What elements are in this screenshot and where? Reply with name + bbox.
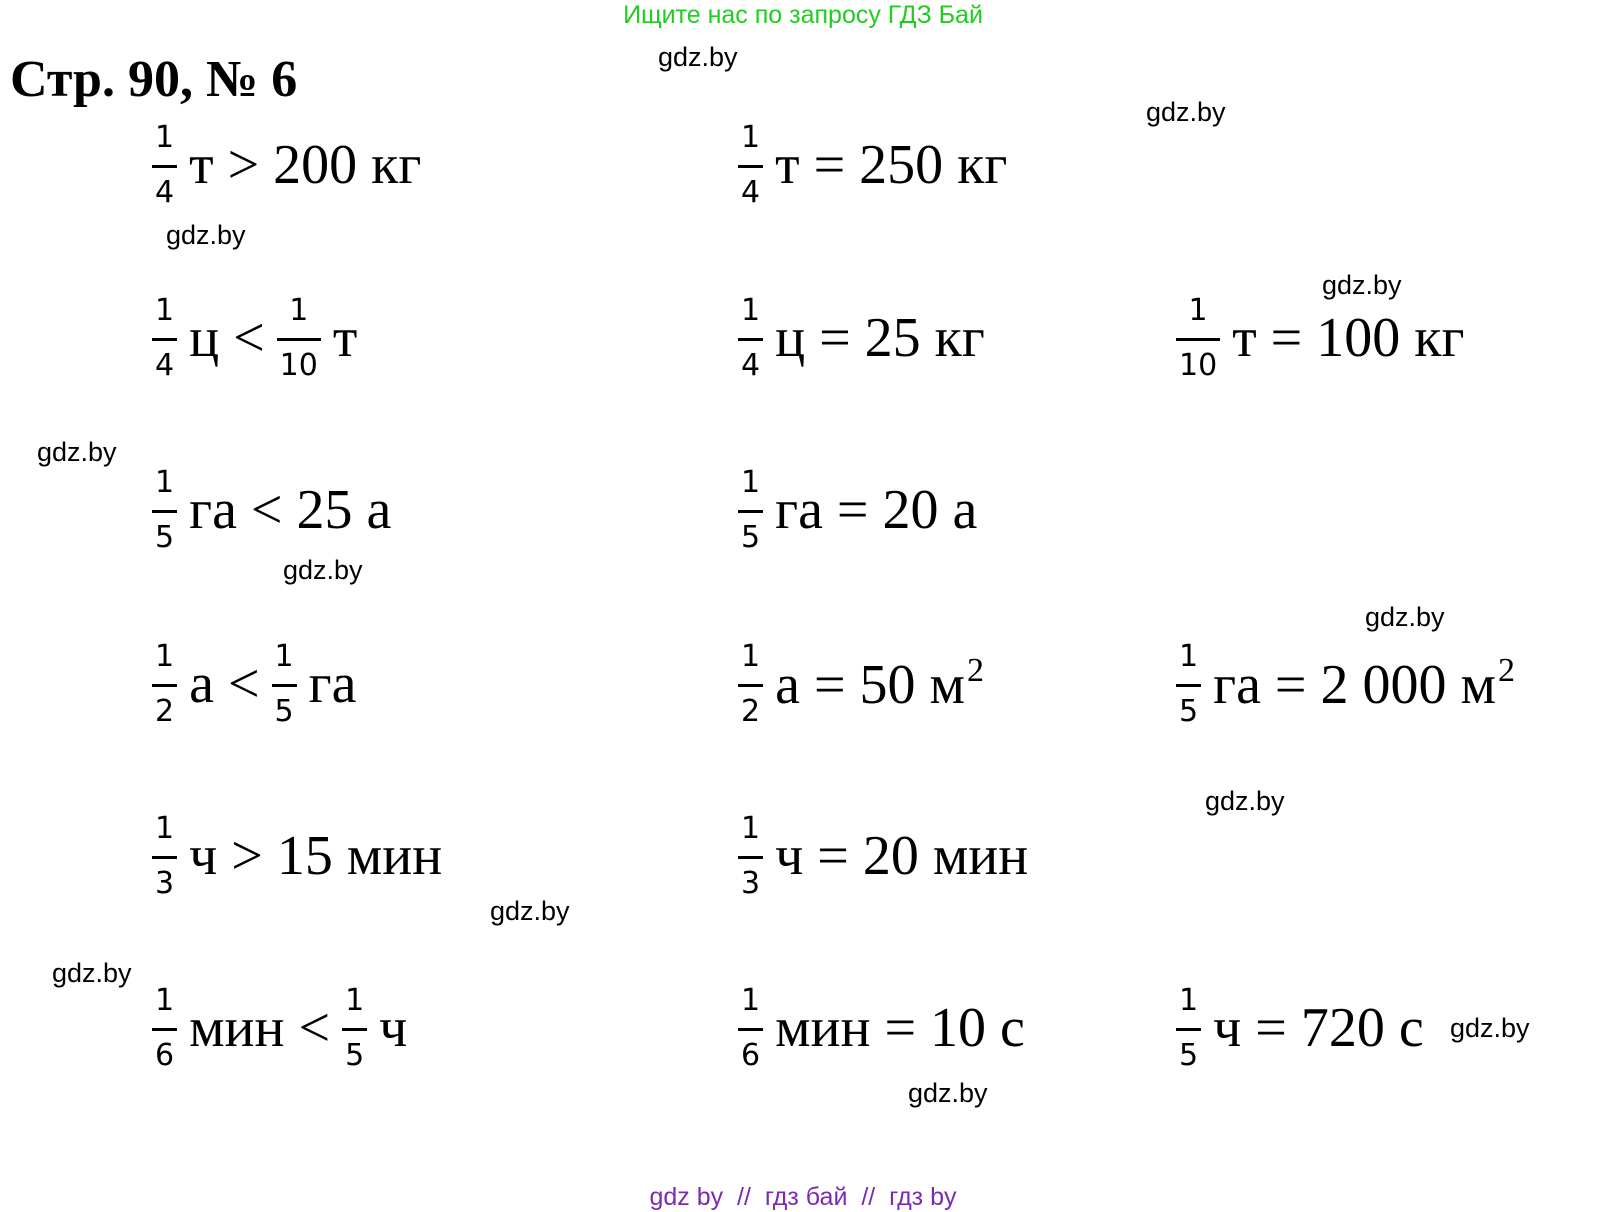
equation-text: га < 25 а	[189, 479, 392, 541]
denominator: 5	[155, 519, 175, 555]
watermark: gdz.by	[908, 1078, 988, 1108]
fraction-bar	[342, 1028, 367, 1031]
equation-main: га = 2 000 м	[1213, 653, 1496, 716]
fraction-bar	[152, 1028, 177, 1031]
equation-text: ц = 25 кг	[775, 307, 985, 369]
fraction	[1176, 640, 1201, 729]
equation-text: т	[332, 307, 358, 369]
fraction-bar	[738, 684, 763, 687]
fraction	[277, 294, 321, 383]
fraction	[738, 466, 763, 555]
footer-watermark: gdz by // гдз бай // гдз by	[649, 1183, 957, 1211]
denominator: 5	[345, 1037, 365, 1073]
watermark: gdz.by	[52, 958, 132, 988]
denominator: 4	[741, 347, 761, 383]
denominator: 2	[155, 693, 175, 729]
denominator: 4	[155, 347, 175, 383]
equation-text: а <	[189, 653, 260, 715]
denominator: 5	[1179, 693, 1199, 729]
fraction	[1176, 294, 1220, 383]
page-title: Стр. 90, № 6	[10, 51, 298, 108]
denominator: 10	[1179, 347, 1218, 383]
equation-text	[775, 652, 984, 717]
equation-r3c1	[152, 450, 391, 570]
fraction-bar	[152, 510, 177, 513]
equation-r6c3	[1176, 968, 1424, 1088]
equation-text: т = 100 кг	[1232, 307, 1465, 369]
denominator: 3	[741, 865, 761, 901]
fraction-bar	[738, 338, 763, 341]
equation-text: мин = 10 с	[775, 997, 1025, 1059]
fraction-bar	[152, 856, 177, 859]
watermark: gdz.by	[283, 555, 363, 585]
numerator: 1	[741, 464, 761, 500]
numerator: 1	[345, 982, 365, 1018]
numerator: 1	[741, 119, 761, 155]
equation-text: мин <	[189, 997, 331, 1059]
fraction-bar	[738, 1028, 763, 1031]
numerator: 1	[155, 292, 175, 328]
fraction	[152, 294, 177, 383]
equation-r6c2	[738, 968, 1025, 1088]
denominator: 5	[274, 693, 294, 729]
fraction	[1176, 984, 1201, 1073]
fraction-bar	[738, 510, 763, 513]
watermark: gdz.by	[37, 437, 117, 467]
superscript: 2	[966, 651, 984, 689]
equation-r4c2	[738, 624, 984, 744]
equation-r1c1	[152, 105, 421, 225]
fraction	[738, 121, 763, 210]
numerator: 1	[274, 638, 294, 674]
numerator: 1	[155, 982, 175, 1018]
equation-text: т = 250 кг	[775, 134, 1008, 196]
equation-text: т > 200 кг	[189, 134, 422, 196]
numerator: 1	[155, 119, 175, 155]
fraction-bar	[277, 338, 321, 341]
fraction	[152, 640, 177, 729]
watermark: gdz.by	[1450, 1013, 1530, 1043]
denominator: 10	[279, 347, 318, 383]
watermark: gdz.by	[1322, 270, 1402, 300]
denominator: 5	[741, 519, 761, 555]
fraction-bar	[152, 165, 177, 168]
numerator: 1	[741, 292, 761, 328]
numerator: 1	[155, 464, 175, 500]
watermark: gdz.by	[1146, 97, 1226, 127]
fraction	[738, 984, 763, 1073]
fraction-bar	[152, 338, 177, 341]
equation-text: га	[308, 653, 357, 715]
denominator: 4	[155, 174, 175, 210]
equation-r4c3	[1176, 624, 1515, 744]
denominator: 6	[155, 1037, 175, 1073]
watermark: gdz.by	[1205, 786, 1285, 816]
fraction	[152, 466, 177, 555]
fraction-bar	[1176, 1028, 1201, 1031]
equation-r2c2	[738, 278, 985, 398]
watermark: gdz.by	[490, 896, 570, 926]
watermark: gdz.by	[1365, 602, 1445, 632]
denominator: 4	[741, 174, 761, 210]
equation-r2c1	[152, 278, 357, 398]
numerator: 1	[741, 982, 761, 1018]
fraction	[738, 640, 763, 729]
fraction-bar	[738, 856, 763, 859]
equation-r3c2	[738, 450, 977, 570]
numerator: 1	[1179, 982, 1199, 1018]
numerator: 1	[1188, 292, 1208, 328]
numerator: 1	[289, 292, 309, 328]
equation-main: а = 50 м	[775, 653, 965, 716]
equation-r1c2	[738, 105, 1007, 225]
fraction	[152, 121, 177, 210]
fraction-bar	[1176, 338, 1220, 341]
fraction	[272, 640, 297, 729]
numerator: 1	[155, 638, 175, 674]
fraction	[152, 812, 177, 901]
fraction	[738, 812, 763, 901]
denominator: 3	[155, 865, 175, 901]
numerator: 1	[741, 638, 761, 674]
equation-text: ч = 20 мин	[775, 825, 1029, 887]
fraction	[342, 984, 367, 1073]
equation-text: ч > 15 мин	[189, 825, 443, 887]
denominator: 2	[741, 693, 761, 729]
fraction-bar	[272, 684, 297, 687]
numerator: 1	[155, 810, 175, 846]
fraction-bar	[738, 165, 763, 168]
denominator: 5	[1179, 1037, 1199, 1073]
fraction	[152, 984, 177, 1073]
fraction	[738, 294, 763, 383]
search-banner: Ищите нас по запросу ГДЗ Бай	[623, 1, 983, 29]
equation-text: ц <	[189, 307, 265, 369]
equation-text: га = 20 а	[775, 479, 978, 541]
watermark: gdz.by	[166, 220, 246, 250]
equation-r4c1	[152, 624, 356, 744]
denominator: 6	[741, 1037, 761, 1073]
fraction-bar	[1176, 684, 1201, 687]
fraction-bar	[152, 684, 177, 687]
equation-r6c1	[152, 968, 407, 1088]
watermark: gdz.by	[658, 42, 738, 72]
numerator: 1	[741, 810, 761, 846]
equation-text: ч = 720 с	[1213, 997, 1424, 1059]
equation-text	[1213, 652, 1515, 717]
equation-r5c2	[738, 796, 1028, 916]
equation-r2c3	[1176, 278, 1464, 398]
numerator: 1	[1179, 638, 1199, 674]
equation-r5c1	[152, 796, 442, 916]
superscript: 2	[1497, 651, 1515, 689]
equation-text: ч	[379, 997, 408, 1059]
